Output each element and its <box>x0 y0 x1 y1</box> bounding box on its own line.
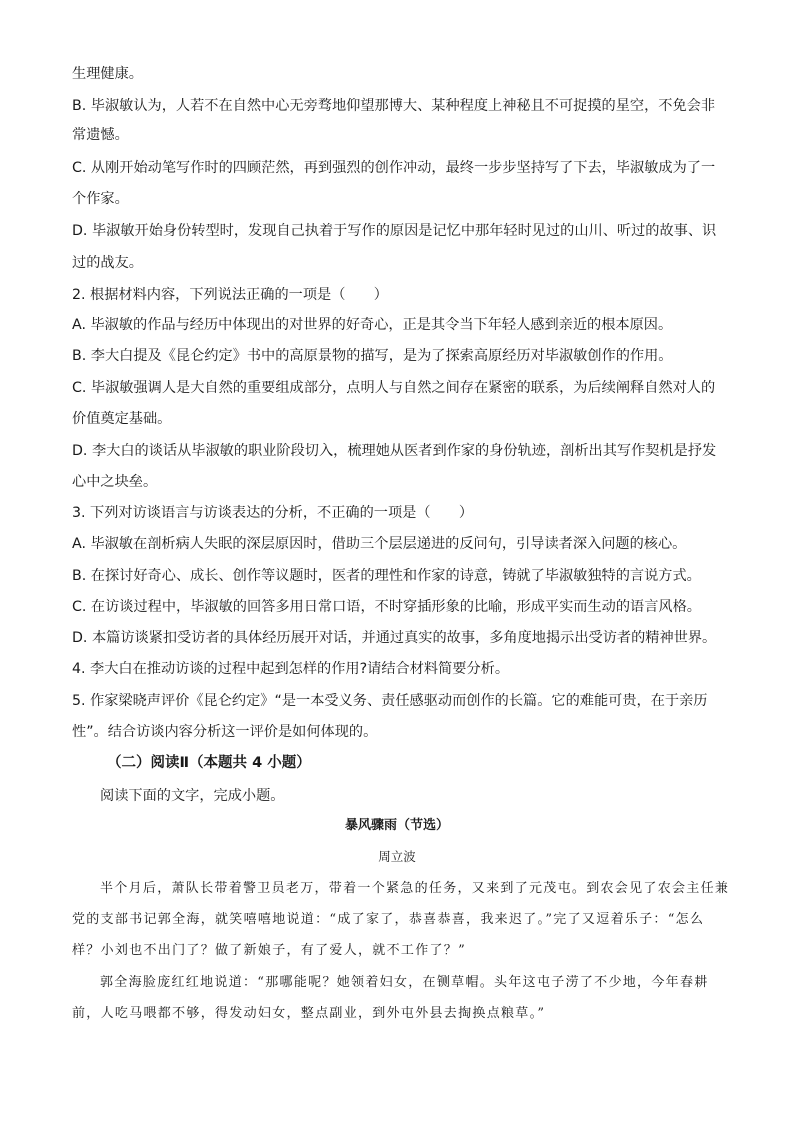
q5-stem-line1: 5. 作家梁晓声评价《昆仑约定》“是一本受义务、责任感驱动而创作的长篇。它的难能可贵，在于亲历 <box>72 693 708 709</box>
q2-option-c-line2: 价值奠定基础。 <box>72 411 172 427</box>
q1-option-c-line2: 个作家。 <box>72 191 129 207</box>
q1-option-d-line1: D. 毕淑敏开始身份转型时，发现自己执着于写作的原因是记忆中那年轻时见过的山川、听过的故事、识 <box>72 223 717 239</box>
q5-stem-line2: 性”。结合访谈内容分析这一评价是如何体现的。 <box>72 724 378 740</box>
q3-stem: 3. 下列对访谈语言与访谈表达的分析，不正确的一项是（ ） <box>72 505 474 521</box>
section-heading: （二）阅读Ⅱ（本题共 4 小题） <box>107 755 311 771</box>
q4-stem: 4. 李大白在推动访谈的过程中起到怎样的作用?请结合材料简要分析。 <box>72 661 510 677</box>
passage-title: 暴风骤雨（节选） <box>344 818 449 833</box>
passage-paragraph1-line1: 半个月后，萧队长带着警卫员老万，带着一个紧急的任务，又来到了元茂屯。到农会见了农会主任兼 <box>100 881 730 896</box>
q1-option-d-line2: 过的战友。 <box>72 255 143 271</box>
q2-option-d-line1: D. 李大白的谈话从毕淑敏的职业阶段切入，梳理她从医者到作家的身份轨迹，剖析出其写作契机是抒发 <box>72 443 717 459</box>
q2-option-b: B. 李大白提及《昆仑约定》书中的高原景物的描写，是为了探索高原经历对毕淑敏创作的作用。 <box>72 348 673 364</box>
passage-paragraph2-line1: 郭全海脸庞红红地说道：“那哪能呢？她领着妇女，在铡草帽。头年这屯子涝了不少地，今年春耕 <box>100 975 709 990</box>
q1-option-c-line1: C. 从刚开始动笔写作时的四顾茫然，再到强烈的创作冲动，最终一步步坚持写了下去，毕淑敏成为了一 <box>72 160 716 176</box>
q3-option-a: A. 毕淑敏在剖析病人失眠的深层原因时，借助三个层层递进的反问句，引导读者深入问题的核心。 <box>72 536 687 552</box>
q1-option-b-line2: 常遗憾。 <box>72 127 129 143</box>
reading-instruction: 阅读下面的文字，完成小题。 <box>100 788 285 804</box>
passage-paragraph1-line3: 样？小刘也不出门了？做了新娘子，有了爱人，就不工作了？” <box>72 943 467 958</box>
q1-option-a-continuation: 生理健康。 <box>72 66 143 82</box>
passage-paragraph2-line2: 前，人吃马喂都不够，得发动妇女，整点副业，到外屯外县去掏换点粮草。” <box>72 1006 546 1021</box>
q3-option-b: B. 在探讨好奇心、成长、创作等议题时，医者的理性和作家的诗意，铸就了毕淑敏独特的言说方式。 <box>72 568 701 584</box>
q2-option-d-line2: 心中之块垒。 <box>72 474 158 490</box>
q2-stem: 2. 根据材料内容，下列说法正确的一项是（ ） <box>72 287 388 303</box>
q2-option-a: A. 毕淑敏的作品与经历中体现出的对世界的好奇心，正是其令当下年轻人感到亲近的根本原因。 <box>72 317 673 333</box>
passage-author: 周立波 <box>378 849 416 864</box>
q3-option-c: C. 在访谈过程中，毕淑敏的回答多用日常口语，不时穿插形象的比喻，形成平实而生动的语言风格。 <box>72 599 701 615</box>
passage-paragraph1-line2: 党的支部书记郭全海，就笑嘻嘻地说道：“成了家了，恭喜恭喜，我来迟了。”完了又逗着乐子：“怎么 <box>72 912 705 927</box>
q3-option-d: D. 本篇访谈紧扣受访者的具体经历展开对话，并通过真实的故事，多角度地揭示出受访者的精神世界。 <box>72 630 717 646</box>
q1-option-b-line1: B. 毕淑敏认为，人若不在自然中心无旁骛地仰望那博大、某种程度上神秘且不可捉摸的星空，不免会非 <box>72 98 716 114</box>
q2-option-c-line1: C. 毕淑敏强调人是大自然的重要组成部分，点明人与自然之间存在紧密的联系，为后续阐释自然对人的 <box>72 380 716 396</box>
